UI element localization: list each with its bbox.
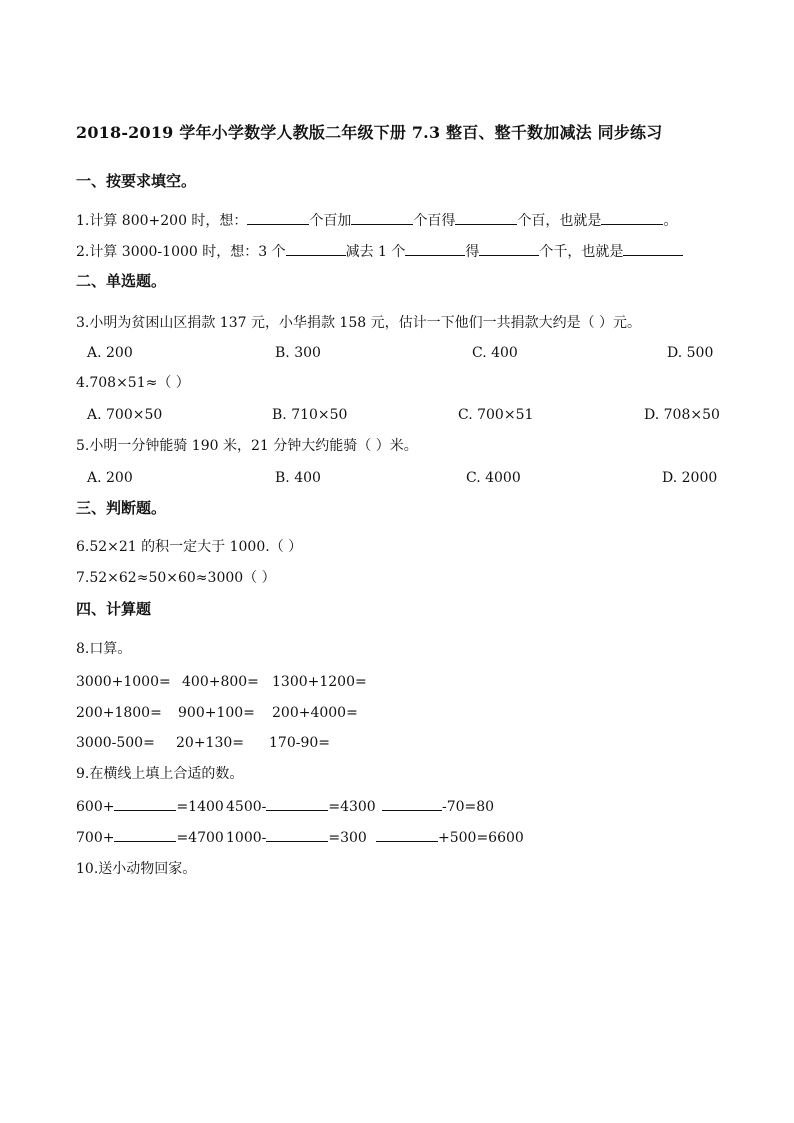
question-2 xyxy=(76,242,683,261)
q9-blank[interactable] xyxy=(114,797,176,811)
q2-text-a: 2.计算 3000-1000 时，想：3 个 xyxy=(76,244,286,260)
section-heading-fill: 一、按要求填空。 xyxy=(76,172,197,190)
q2-blank-4[interactable] xyxy=(623,242,683,256)
q8-expr: 170-90= xyxy=(269,735,330,751)
q4-option-b[interactable]: B. 710×50 xyxy=(272,407,348,423)
q1-text-c: 个百得 xyxy=(413,213,456,229)
question-3: 3.小明为贫困山区捐款 137 元，小华捐款 158 元，估计一下他们一共捐款大约是（ ）元。 xyxy=(76,315,642,331)
q9-expr-c: -70=80 xyxy=(382,797,494,816)
q2-text-b: 减去 1 个 xyxy=(345,244,406,260)
q9-expr-b: 4500- =4300 xyxy=(226,799,376,815)
q5-option-a[interactable]: A. 200 xyxy=(87,470,133,486)
question-7: 7.52×62≈50×60≈3000（ ） xyxy=(76,570,276,586)
q3-option-c[interactable]: C. 400 xyxy=(472,345,518,361)
section-heading-judge: 三、判断题。 xyxy=(76,499,167,517)
page-title: 2018-2019 学年小学数学人教版二年级下册 7.3 整百、整千数加减法 同步练习 xyxy=(76,123,663,142)
question-6: 6.52×21 的积一定大于 1000.（ ） xyxy=(76,539,303,555)
q9-expr-b: 1000- =300 xyxy=(226,830,367,846)
question-4: 4.708×51≈（ ） xyxy=(76,375,190,391)
q1-text-e: 。 xyxy=(663,213,678,229)
section-heading-choice: 二、单选题。 xyxy=(76,272,167,290)
q8-expr: 200+4000= xyxy=(272,705,358,721)
q1-blank-3[interactable] xyxy=(455,211,517,225)
q9-blank[interactable] xyxy=(266,797,328,811)
q5-option-b[interactable]: B. 400 xyxy=(275,470,321,486)
q2-text-c: 得 xyxy=(465,244,480,260)
q2-text-d: 个千，也就是 xyxy=(539,244,624,260)
q1-blank-2[interactable] xyxy=(351,211,413,225)
q8-expr: 3000-500= xyxy=(76,735,155,751)
q9-expr-c: +500=6600 xyxy=(376,828,524,847)
q9-blank[interactable] xyxy=(266,828,328,842)
q1-blank-1[interactable] xyxy=(247,211,309,225)
q4-option-a[interactable]: A. 700×50 xyxy=(87,407,163,423)
q2-blank-1[interactable] xyxy=(286,242,346,256)
q9-expr-a: 700+ =4700 xyxy=(76,830,224,846)
q8-expr: 1300+1200= xyxy=(272,674,367,690)
q1-text-b: 个百加 xyxy=(309,213,352,229)
q9-blank[interactable] xyxy=(382,797,442,811)
q5-option-d[interactable]: D. 2000 xyxy=(662,470,718,486)
section-heading-calc: 四、计算题 xyxy=(76,600,152,618)
q1-blank-4[interactable] xyxy=(601,211,663,225)
q8-expr: 400+800= xyxy=(182,674,259,690)
q5-option-c[interactable]: C. 4000 xyxy=(466,470,521,486)
q8-expr: 20+130= xyxy=(176,735,244,751)
q4-option-d[interactable]: D. 708×50 xyxy=(644,407,720,423)
q3-option-b[interactable]: B. 300 xyxy=(275,345,321,361)
question-8-label: 8.口算。 xyxy=(76,641,132,657)
q3-option-a[interactable]: A. 200 xyxy=(87,345,133,361)
question-9-label: 9.在横线上填上合适的数。 xyxy=(76,766,244,782)
q8-expr: 3000+1000= xyxy=(76,674,171,690)
q2-blank-3[interactable] xyxy=(479,242,539,256)
q8-expr: 200+1800= xyxy=(76,705,162,721)
q9-expr-a: 600+ =1400 xyxy=(76,799,224,815)
question-10: 10.送小动物回家。 xyxy=(76,861,197,877)
q9-blank[interactable] xyxy=(376,828,438,842)
q3-option-d[interactable]: D. 500 xyxy=(667,345,714,361)
q4-option-c[interactable]: C. 700×51 xyxy=(458,407,534,423)
q8-expr: 900+100= xyxy=(178,705,255,721)
q2-blank-2[interactable] xyxy=(405,242,465,256)
question-1 xyxy=(76,211,677,230)
question-5: 5.小明一分钟能骑 190 米，21 分钟大约能骑（ ）米。 xyxy=(76,438,418,454)
q1-text-d: 个百，也就是 xyxy=(517,213,602,229)
q1-text-a: 1.计算 800+200 时，想： xyxy=(76,213,248,229)
q9-blank[interactable] xyxy=(114,828,176,842)
